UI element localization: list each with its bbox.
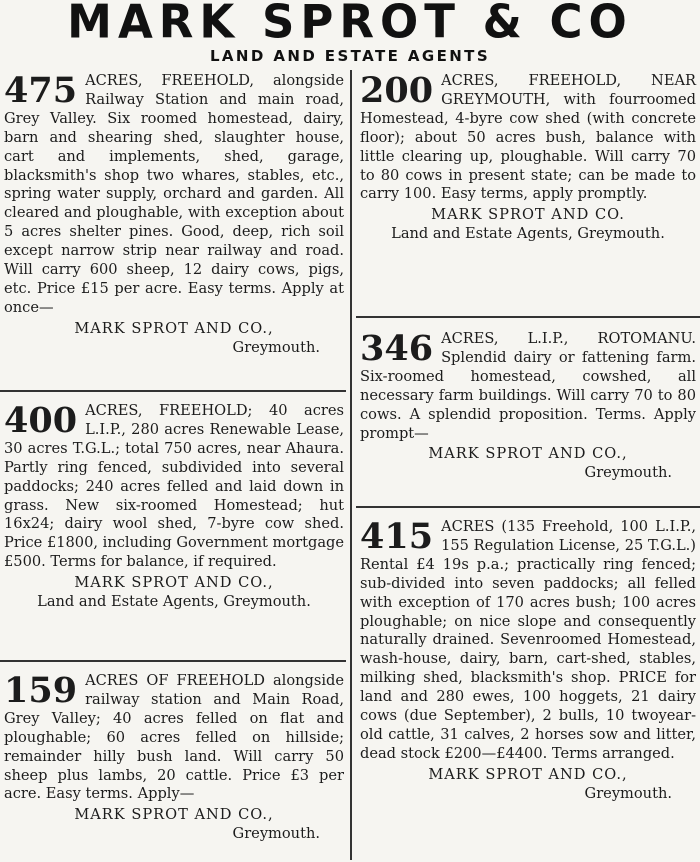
listing-separator [0, 660, 346, 662]
acreage-number: 475 [4, 70, 78, 111]
acreage-number: 415 [360, 516, 434, 557]
agent-name: MARK SPROT AND CO., [74, 806, 274, 824]
listing-346 [360, 330, 696, 483]
listing-475 [4, 72, 344, 358]
agent-location: Greymouth. [232, 825, 320, 843]
column-divider [350, 70, 352, 860]
agent-name: MARK SPROT AND CO., [74, 319, 274, 337]
acreage-number: 159 [4, 670, 78, 711]
agent-location: Greymouth. [584, 784, 672, 802]
listing-separator [356, 316, 700, 318]
acreage-number: 346 [360, 328, 434, 369]
masthead-subtitle: LAND AND ESTATE AGENTS [209, 47, 491, 65]
agent-name: MARK SPROT AND CO. [431, 206, 625, 224]
listing-separator [356, 506, 700, 508]
acreage-number: 400 [4, 400, 78, 441]
listing-159 [4, 672, 344, 844]
listing-body: ACRES OF FREEHOLD alongside railway station and Main Road, Grey Valley; 40 acres felled on flat and ploughable; 60 acres felled on hillside; remainder hilly bush land. Will carry 50 sheep plus lambs, 20 cattle. Price £3 per acre. Easy terms. Apply— [4, 672, 344, 803]
listing-body: ACRES, FREEHOLD, NEAR GREYMOUTH, with fourroomed Homestead, 4-byre cow shed (with concrete floor); about 50 acres bush, balance with little clearing up, ploughable. Will carry 70 to 80 cows in present state; can be made to carry 100. Easy terms, apply promptly. [360, 72, 696, 203]
agent-location: Land and Estate Agents, Greymouth. [391, 225, 665, 243]
acreage-number: 200 [360, 70, 434, 111]
listing-body: ACRES, FREEHOLD; 40 acres L.I.P., 280 acres Renewable Lease, 30 acres T.G.L.; total 750 acres, near Ahaura. Partly ring fenced, subdivided into several paddocks; 240 acres felled and laid down in grass. New six-roomed Homestead; hut 16x24; dairy wool shed, 7-byre cow shed. Price £1800, including Government mortgage £500. Terms for balance, if required. [4, 402, 344, 571]
listing-separator [0, 390, 346, 392]
listing-body: ACRES, L.I.P., ROTOMANU. Splendid dairy or fattening farm. Six-roomed homestead, cowshed, all necessary farm buildings. Will carry 70 to 80 cows. A splendid proposition. Terms. Apply prompt— [360, 330, 696, 442]
listing-body: ACRES (135 Freehold, 100 L.I.P., 155 Regulation License, 25 T.G.L.) Rental £4 19s p.a.; practically ring fenced; sub-divided into seven paddocks; all felled with exception of 170 acres bush; 100 acres ploughable; on nice slope and consequently naturally drained. Sevenroomed Homestead, wash-house, dairy, barn, cart-shed, stables, milking shed, blacksmith's shop. PRICE for land and 280 ewes, 100 hoggets, 21 dairy cows (due September), 2 bulls, 10 twoyear-old cattle, 31 calves, 2 horses sow and litter, dead stock £200—£4400. Terms arranged. [360, 518, 696, 762]
listing-200 [360, 72, 696, 244]
listing-415 [360, 518, 696, 804]
listing-400 [4, 402, 344, 612]
agent-name: MARK SPROT AND CO., [74, 574, 274, 592]
agent-name: MARK SPROT AND CO., [428, 445, 628, 463]
masthead-title: MARK SPROT & CO [67, 0, 633, 49]
listing-body: ACRES, FREEHOLD, alongside Railway Station and main road, Grey Valley. Six roomed homestead, dairy, barn and shearing shed, slaughter house, cart and implements, shed, garage, blacksmith's shop two whares, stables, etc., spring water supply, orchard and garden. All cleared and ploughable, with exception about 5 acres shelter pines. Good, deep, rich soil except narrow strip near railway and road. Will carry 600 sheep, 12 dairy cows, pigs, etc. Price £15 per acre. Easy terms. Apply at once— [4, 72, 344, 316]
agent-location: Land and Estate Agents, Greymouth. [37, 593, 311, 611]
agent-name: MARK SPROT AND CO., [428, 765, 628, 783]
agent-location: Greymouth. [584, 464, 672, 482]
agent-location: Greymouth. [232, 338, 320, 356]
